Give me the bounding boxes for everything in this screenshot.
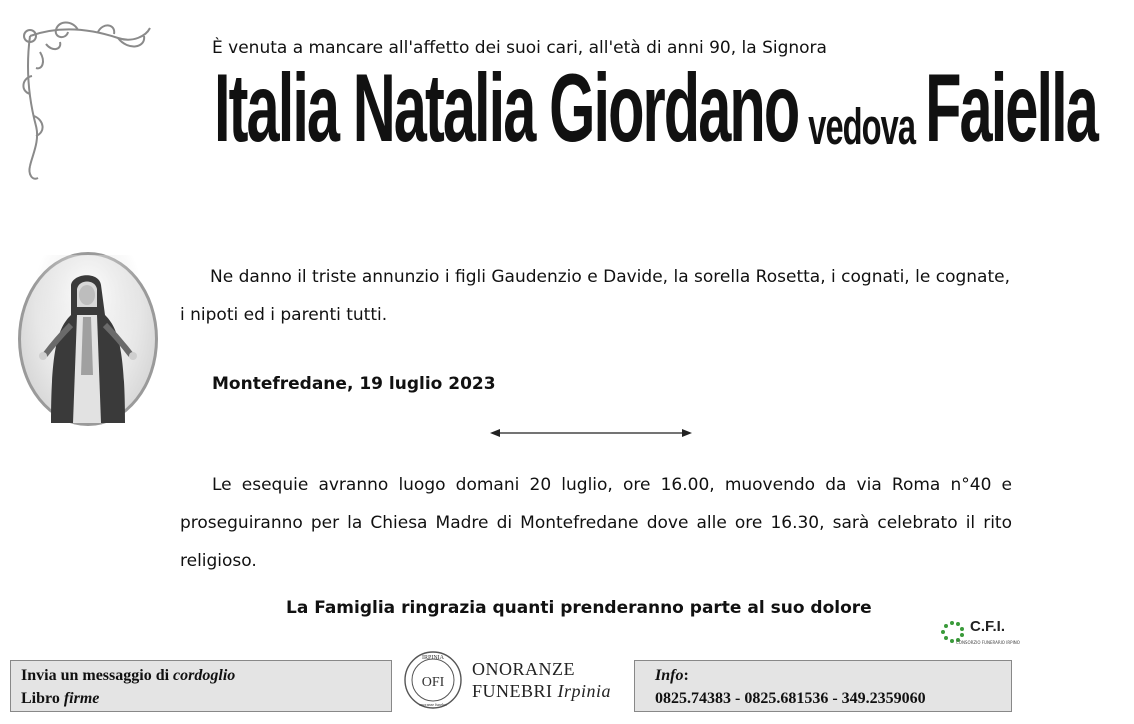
corner-ornament-icon bbox=[18, 16, 158, 186]
guestbook-prefix: Libro bbox=[21, 690, 64, 707]
intro-text: È venuta a mancare all'affetto dei suoi cari, all'età di anni 90, la Signora bbox=[212, 38, 827, 58]
brand-line2-prefix: FUNEBRI bbox=[472, 681, 558, 701]
deceased-name-wrap bbox=[214, 55, 1097, 163]
brand-name bbox=[472, 658, 611, 702]
seal-bottom-text: onoranze funebri bbox=[419, 702, 447, 707]
info-box bbox=[634, 660, 1012, 712]
deceased-name bbox=[214, 55, 1097, 163]
funeral-info-text: Le esequie avranno luogo domani 20 luglio, ore 16.00, muovendo da via Roma n°40 e proseguiranno per la Chiesa Madre di Montefredane dove alle ore 16.30, sarà celebrato il rito religioso. bbox=[180, 475, 1012, 571]
seal-monogram: OFI bbox=[421, 675, 445, 690]
cfi-subtitle: CONSORZIO FUNERARIO IRPINO bbox=[956, 640, 1020, 645]
condolence-italic: cordoglio bbox=[173, 667, 236, 684]
thanks-text: La Famiglia ringrazia quanti prenderanno parte al suo dolore bbox=[286, 598, 872, 618]
guestbook-link[interactable] bbox=[21, 687, 381, 710]
brand-line2-italic: Irpinia bbox=[557, 681, 612, 701]
info-label: Info bbox=[655, 667, 684, 684]
info-label-line: Info: bbox=[655, 667, 689, 684]
place-date: Montefredane, 19 luglio 2023 bbox=[212, 374, 496, 394]
brand-seal-icon bbox=[403, 650, 463, 710]
deceased-name-last: Faiella bbox=[925, 55, 1097, 163]
madonna-image bbox=[18, 252, 158, 426]
brand-line1: ONORANZE bbox=[472, 659, 575, 679]
divider-arrow-icon bbox=[490, 426, 692, 440]
deceased-name-joiner: vedova bbox=[808, 99, 916, 156]
condolence-box[interactable] bbox=[10, 660, 392, 712]
guestbook-italic: firme bbox=[63, 690, 100, 707]
brand-line2 bbox=[472, 680, 611, 702]
cfi-label: C.F.I. bbox=[970, 618, 1006, 635]
condolence-link[interactable] bbox=[21, 664, 381, 687]
madonna-figure-icon bbox=[21, 255, 155, 423]
deceased-name-first: Italia Natalia Giordano bbox=[214, 55, 799, 163]
condolence-prefix: Invia un messaggio di bbox=[21, 667, 174, 684]
seal-top-text: IRPINIA bbox=[422, 655, 444, 661]
info-phones[interactable]: 0825.74383 - 0825.681536 - 349.2359060 bbox=[655, 690, 926, 707]
announcement-text: Ne danno il triste annunzio i figli Gaudenzio e Davide, la sorella Rosetta, i cognati, le cognate, i nipoti ed i parenti tutti. bbox=[180, 267, 1010, 325]
